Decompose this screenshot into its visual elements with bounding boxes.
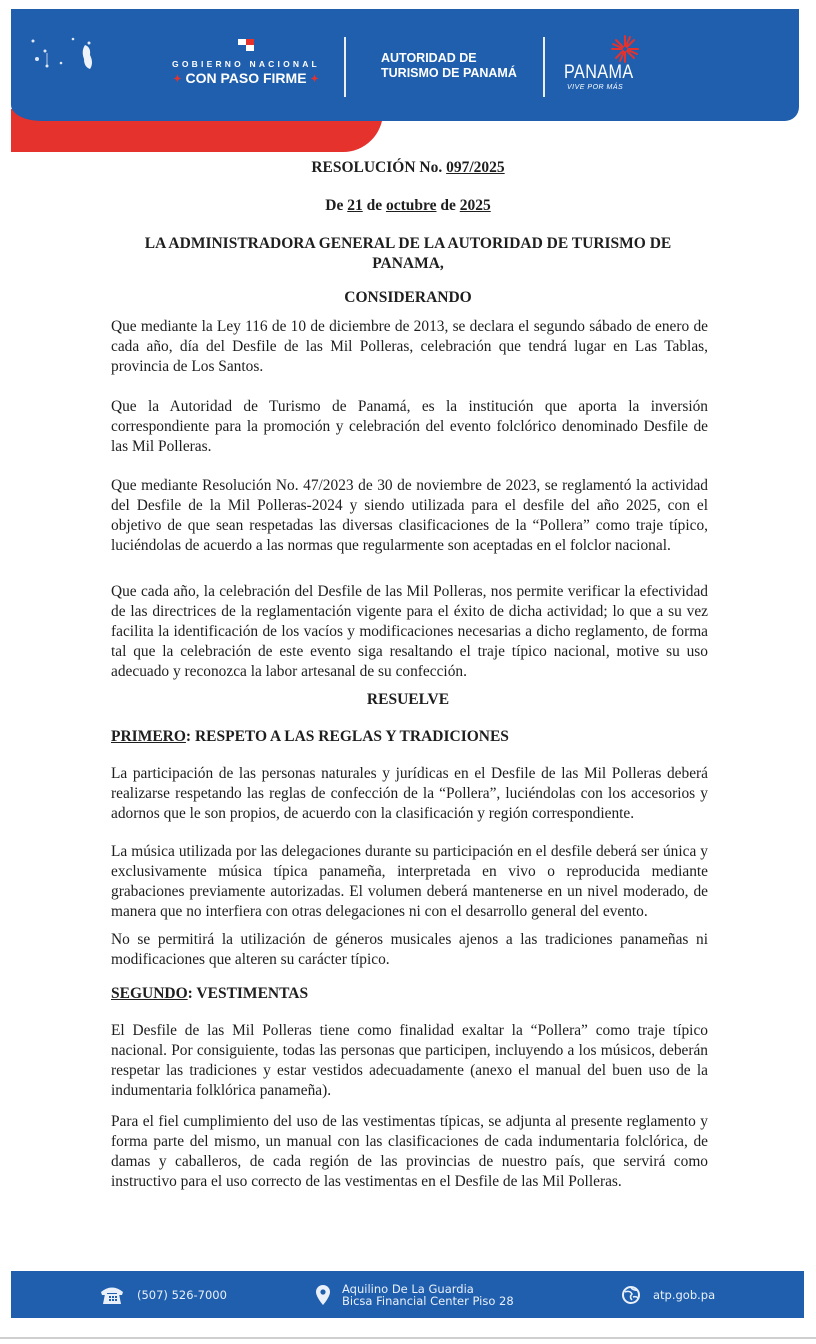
panama-brand-logo xyxy=(564,34,644,104)
footer-address xyxy=(316,1271,514,1318)
phone-number: (507) 526-7000 xyxy=(137,1287,227,1302)
header-divider xyxy=(543,37,545,97)
panama-flag-icon xyxy=(238,39,254,51)
considerando-paragraph: Que mediante Resolución No. 47/2023 de 30 de noviembre de 2023, se reglamentó la actividad del Desfile de la Mil Polleras-2024 y siendo utilizada para el desfile del año 2025, con el objetivo de que sean respetadas las diversas clasificaciones de la “Pollera” como traje típico, luciéndolas de acuerdo a las normas que regularmente son aceptadas en el folclor nacional. xyxy=(111,477,708,554)
date-day: 21 xyxy=(347,197,363,214)
gov-slogan xyxy=(161,70,331,86)
gov-top-text: GOBIERNO NACIONAL xyxy=(172,59,320,69)
page-edge-rule xyxy=(0,1337,816,1339)
resolution-prefix: RESOLUCIÓN No. xyxy=(311,159,443,176)
star-icon: ✦ xyxy=(173,73,182,85)
considerando-paragraph: Que la Autoridad de Turismo de Panamá, es la institución que aporta la inversión correspondiente para la promoción y celebración del evento folclórico denominado Desfile de las Mil Polleras. xyxy=(111,398,708,455)
primero-label: PRIMERO xyxy=(111,728,186,745)
authority-line-2: TURISMO DE PANAMÁ xyxy=(381,66,517,80)
letterhead-footer xyxy=(11,1271,804,1318)
resolution-date xyxy=(100,196,716,216)
gobierno-nacional-logo xyxy=(161,39,331,86)
considerando-paragraph: Que cada año, la celebración del Desfile de las Mil Polleras, nos permite verificar la efectividad de las directrices de la reglamentación vigente para el éxito de dicha actividad; lo que a su vez facilita la identificación de los vacíos y modificaciones necesarias a dicho reglamento, de forma tal que la celebración de este evento siga resaltando el traje típico nacional, motive su uso adecuado y reconozca la labor artesanal de su confección. xyxy=(111,583,708,680)
footer-phone xyxy=(99,1271,227,1318)
segundo-title: : VESTIMENTAS xyxy=(187,985,309,1002)
authority-name xyxy=(381,51,517,81)
brand-tagline: VIVE POR MÁS xyxy=(567,84,624,91)
brand-word: PANAMA xyxy=(564,62,634,83)
primero-paragraph: La música utilizada por las delegaciones durante su participación en el desfile deberá ser única y exclusivamente música típica panameña, interpretada en vivo o reproducida mediante grabaciones previamente autorizadas. El volumen deberá mantenerse en un nivel moderado, de manera que no interfiera con otras delegaciones ni con el desarrollo general del evento. xyxy=(111,843,708,920)
address-line-1: Aquilino De La Guardia xyxy=(342,1281,474,1296)
letterhead-header xyxy=(11,9,799,145)
segundo-paragraph: El Desfile de las Mil Polleras tiene como finalidad exaltar la “Pollera” como traje típico nacional. Por consiguiente, todas las personas que participen, incluyendo a los músicos, deberán respetar las tradiciones y estar vestidos adecuadamente (anexo el manual del buen uso de la indumentaria folklórica panameña). xyxy=(111,1022,708,1099)
resolution-title xyxy=(100,158,716,178)
sunburst-icon xyxy=(610,34,640,64)
location-pin-icon xyxy=(316,1285,330,1305)
footer-website xyxy=(621,1271,715,1318)
authority-line-1: AUTORIDAD DE xyxy=(381,51,477,65)
issuer-heading xyxy=(100,234,716,274)
globe-icon xyxy=(621,1285,641,1305)
segundo-heading xyxy=(111,985,308,1003)
website-link[interactable]: atp.gob.pa xyxy=(653,1287,716,1302)
date-word: de xyxy=(440,197,456,214)
date-month: octubre xyxy=(385,197,437,214)
telephone-icon xyxy=(99,1285,125,1305)
resolution-number: 097/2025 xyxy=(446,159,505,176)
date-year: 2025 xyxy=(459,197,491,214)
header-blue-band xyxy=(11,9,799,121)
star-icon: ✦ xyxy=(310,73,319,85)
gov-slogan-text: CON PASO FIRME xyxy=(185,70,307,86)
considerando-heading: CONSIDERANDO xyxy=(344,289,472,306)
resuelve-heading: RESUELVE xyxy=(366,691,450,708)
address-text xyxy=(342,1283,514,1307)
date-word: De xyxy=(325,197,344,214)
address-line-2: Bicsa Financial Center Piso 28 xyxy=(342,1293,514,1308)
considerando-paragraph: Que mediante la Ley 116 de 10 de diciembre de 2013, se declara el segundo sábado de enero de cada año, día del Desfile de las Mil Polleras, celebración que tendrá lugar en Las Tablas, provincia de Los Santos. xyxy=(111,318,708,375)
primero-heading xyxy=(111,728,509,746)
issuer-line-2: PANAMA, xyxy=(372,255,444,272)
islands-map-icon xyxy=(27,31,107,71)
header-divider xyxy=(344,37,346,97)
segundo-paragraph: Para el fiel cumplimiento del uso de las vestimentas típicas, se adjunta al presente reglamento y forma parte del mismo, un manual con las clasificaciones de cada indumentaria folclórica, de damas y caballeros, de cada región de las provincias de nuestro país, que servirá como instructivo para el uso correcto de las vestimentas en el Desfile de las Mil Polleras. xyxy=(111,1113,708,1190)
primero-title: : RESPETO A LAS REGLAS Y TRADICIONES xyxy=(185,728,509,745)
primero-paragraph: La participación de las personas naturales y jurídicas en el Desfile de las Mil Polleras deberá realizarse respetando las reglas de confección de la “Pollera”, luciéndolas con los accesorios y adornos que le son propios, de acuerdo con la clasificación y región correspondiente. xyxy=(111,765,708,822)
segundo-label: SEGUNDO xyxy=(111,985,188,1002)
issuer-line-1: LA ADMINISTRADORA GENERAL DE LA AUTORIDAD DE TURISMO DE xyxy=(144,235,672,252)
date-word: de xyxy=(366,197,383,214)
primero-paragraph: No se permitirá la utilización de géneros musicales ajenos a las tradiciones panameñas ni modificaciones que alteren su carácter típico. xyxy=(111,931,708,968)
